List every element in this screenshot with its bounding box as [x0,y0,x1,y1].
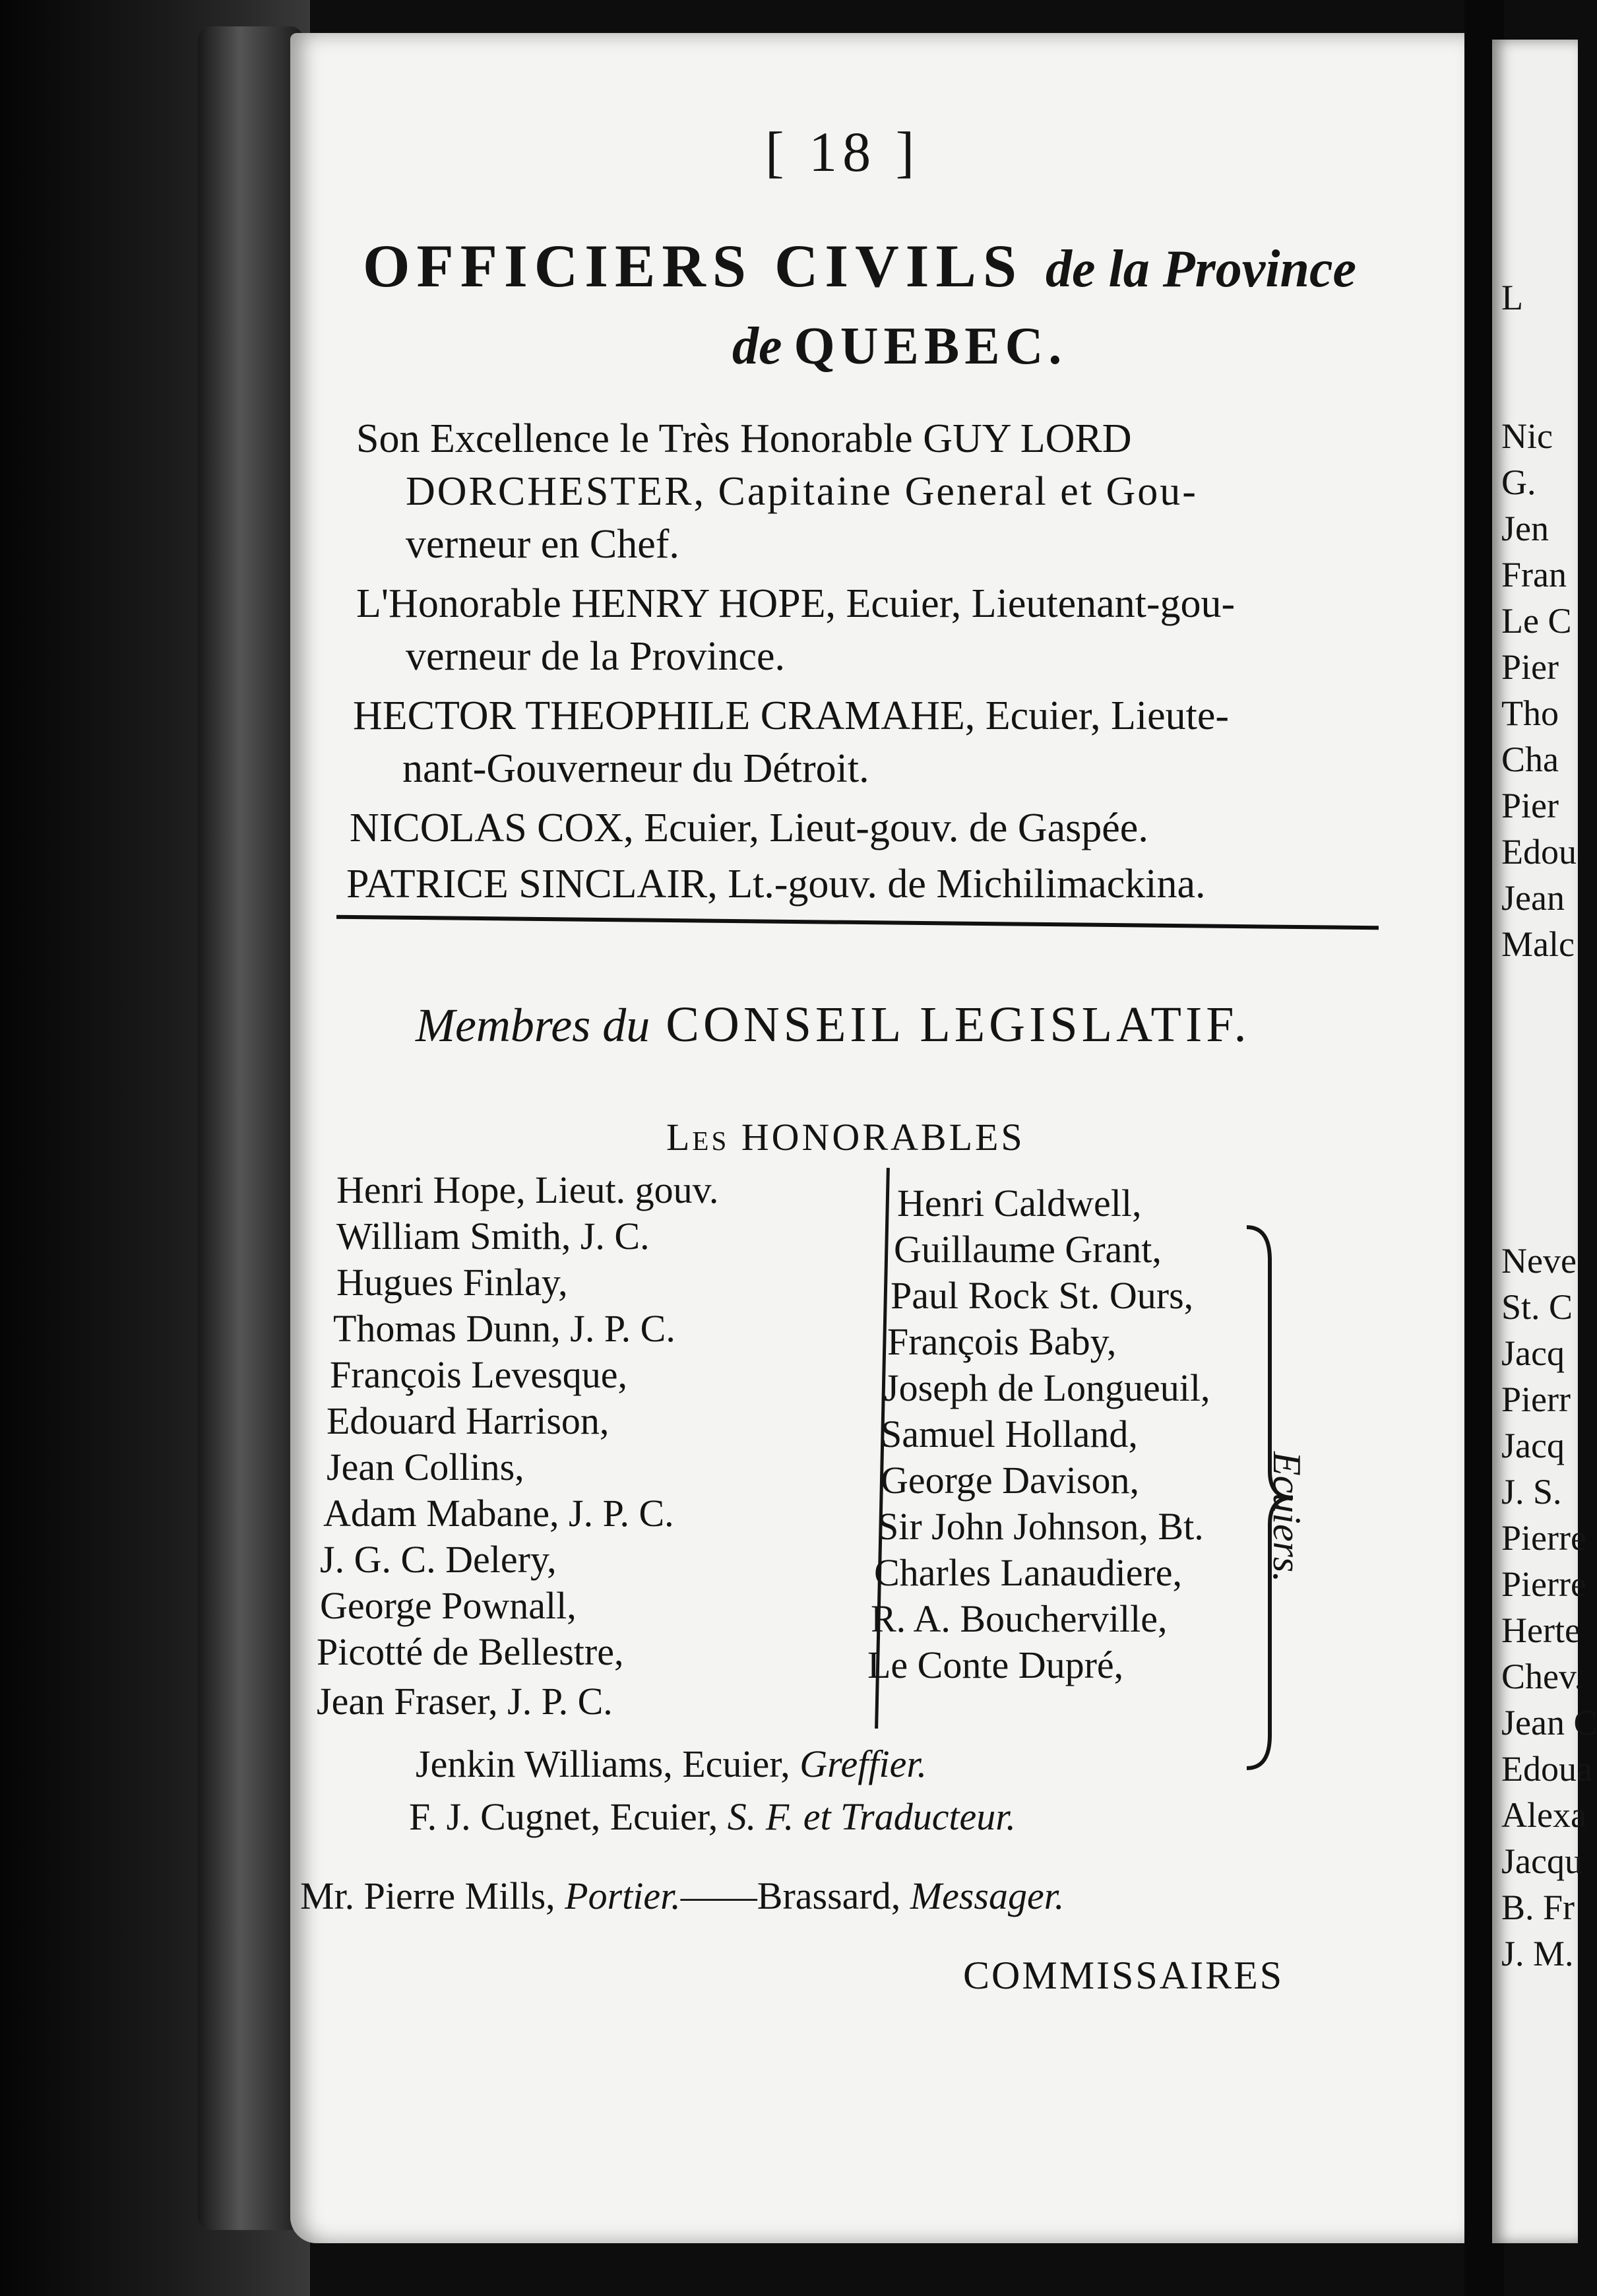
officer-line: Son Excellence le Très Honorable GUY LORD [356,416,1132,461]
council-member: Picotté de Bellestre, [317,1630,624,1673]
heading-italic: de la Province [1045,240,1356,298]
greffier-name: Jenkin Williams, Ecuier, [416,1742,790,1785]
adjacent-page-fragment: Alexa [1501,1795,1586,1835]
officer-line: NICOLAS COX, Ecuier, Lieut-gouv. de Gaspée. [350,806,1148,850]
adjacent-page-fragment: Cha [1501,740,1559,779]
adjacent-page-fragment: Pierre [1501,1564,1586,1604]
council-title-italic: Membres du [416,999,650,1052]
heading-line2-italic: de [732,317,782,375]
book-binding [0,0,310,2296]
adjacent-page-fragment: Jacqu [1501,1841,1582,1881]
officer-line: HECTOR THEOPHILE CRAMAHE, Ecuier, Lieute- [353,693,1230,738]
council-member: Le Conte Dupré, [867,1643,1124,1686]
section-rule [336,915,1379,930]
adjacent-page-fragment: Jean [1501,878,1565,918]
council-title [416,996,1250,1054]
adjacent-page-fragment: Jean C [1501,1703,1597,1742]
honorables-label: Les HONORABLES [666,1116,1025,1159]
council-member: Henri Hope, Lieut. gouv. [336,1168,719,1211]
council-member: Paul Rock St. Ours, [891,1274,1194,1317]
portier-name: Mr. Pierre Mills, [300,1874,555,1917]
greffier-line [416,1742,927,1786]
council-member: Hugues Finlay, [336,1261,568,1304]
adjacent-page-fragment: Tho [1501,693,1559,733]
council-member: Jean Fraser, J. P. C. [317,1680,613,1723]
adjacent-page-fragment: Pierre [1501,1518,1586,1558]
council-member: Joseph de Longueuil, [884,1366,1210,1409]
portier-line [300,1874,1064,1918]
adjacent-page-fragment: Nic [1501,416,1553,456]
adjacent-page-fragment: Pier [1501,647,1559,687]
officer-line: verneur en Chef. [406,522,679,567]
heading-line-2 [732,317,1067,377]
greffier-title: Greffier. [799,1742,927,1785]
council-member: Thomas Dunn, J. P. C. [333,1307,675,1350]
dash: —— [680,1874,757,1917]
council-member: Guillaume Grant, [894,1228,1162,1271]
officer-line: nant-Gouverneur du Détroit. [402,746,869,791]
traducteur-name: F. J. Cugnet, Ecuier, [409,1795,718,1838]
portier-title: Portier. [565,1874,681,1917]
brace-label: Ecuiers. [1265,1451,1309,1583]
adjacent-page-fragment: G. [1501,462,1536,502]
officer-line: L'Honorable HENRY HOPE, Ecuier, Lieutenant-gou- [356,581,1236,626]
council-member: R. A. Boucherville, [871,1597,1168,1640]
council-member: Henri Caldwell, [897,1182,1142,1225]
council-member: George Davison, [881,1459,1139,1502]
catchword: COMMISSAIRES [963,1954,1284,1997]
adjacent-page-fragment: Jen [1501,509,1549,548]
adjacent-page-fragment: Le C [1501,601,1572,641]
messager-title: Messager. [910,1874,1065,1917]
adjacent-page-fragment: Edoua [1501,1749,1592,1789]
council-member: Charles Lanaudiere, [874,1551,1183,1594]
officer-line: PATRICE SINCLAIR, Lt.-gouv. de Michilimackina. [346,862,1206,907]
adjacent-page-fragment: Herte [1501,1610,1581,1650]
adjacent-page-fragment: B. Fr [1501,1888,1575,1927]
council-member: George Pownall, [320,1584,577,1627]
officer-line: DORCHESTER, Capitaine General et Gou- [406,469,1198,514]
adjacent-page-fragment: J. M. [1501,1934,1574,1973]
traducteur-line [409,1795,1016,1839]
adjacent-page-fragment: Malc [1501,924,1575,964]
messager-name: Brassard, [757,1874,901,1917]
heading-main: OFFICIERS CIVILS [363,232,1023,300]
binding-fold [198,26,303,2230]
document-page [290,33,1464,2243]
page-number: [ 18 ] [765,120,920,183]
council-member: François Levesque, [330,1353,627,1396]
adjacent-page-fragment: Neve [1501,1241,1577,1281]
council-member: Adam Mabane, J. P. C. [323,1492,674,1535]
council-member: Edouard Harrison, [327,1399,610,1442]
council-member: William Smith, J. C. [336,1215,650,1258]
officer-line: verneur de la Province. [406,634,785,679]
heading-line-1 [363,231,1356,301]
council-member: Jean Collins, [327,1446,524,1488]
council-member: Sir John Johnson, Bt. [877,1505,1204,1548]
adjacent-page-fragment: J. S. [1501,1472,1562,1512]
adjacent-page-fragment: Fran [1501,555,1567,594]
adjacent-page-fragment: Jacq [1501,1333,1565,1373]
adjacent-page-fragment: Pierr [1501,1380,1571,1419]
adjacent-page-fragment: Edou [1501,832,1577,872]
heading-line2-main: QUEBEC. [794,317,1067,375]
adjacent-page [1492,40,1597,2243]
adjacent-page-fragment: L [1501,278,1523,317]
council-member: Samuel Holland, [881,1413,1138,1455]
traducteur-title: S. F. et Traducteur. [727,1795,1016,1838]
council-title-main: CONSEIL LEGISLATIF. [666,997,1251,1052]
council-member: François Baby, [887,1320,1117,1363]
adjacent-page-fragment: Pier [1501,786,1559,825]
adjacent-page-fragment: St. C [1501,1287,1573,1327]
council-member: J. G. C. Delery, [320,1538,557,1581]
adjacent-page-fragment: Chev. [1501,1657,1583,1696]
adjacent-page-fragment: Jacq [1501,1426,1565,1465]
